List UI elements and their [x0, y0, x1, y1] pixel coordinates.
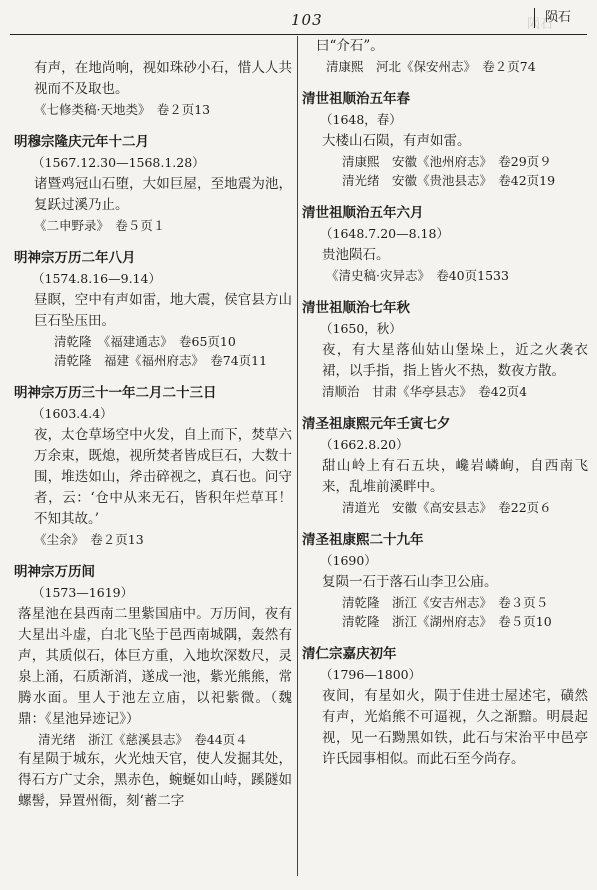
entry-text: 复陨一石于落石山李卫公庙。 [322, 574, 498, 590]
entry-title: 明神宗万历二年八月 [14, 250, 136, 266]
entry-text: 有星陨于城东，火光烛天官，使人发掘其处，得石方广丈余，黑赤色，蜿蜒如山峙，蹊隧如螺髻，异置州衙，刻‘蓄二字 [18, 751, 292, 809]
entry-text: 夜，有大星落仙姑山堡垛上，近之火袭衣裙，以手指，指上皆火不热，数夜方散。 [322, 342, 588, 379]
source-citation: 《尘余》 卷２页13 [34, 532, 144, 547]
page-header [10, 6, 587, 35]
entry-text: 夜间，有星如火，陨于佳进士屋述宅，磺然有声，光焰熊不可逼视，久之渐黯。明晨起视，见一石黝黑如铁，此石与宋治平中邑亭许氏园事相似。而此石至今尚存。 [322, 688, 588, 767]
entry-text: 夜，太仓草场空中火发，自上而下，焚草六万余束，既熄，视所焚者皆成巨石，大数十围，堆迭如山，斧击碎视之，真石也。问守者，云：‘仓中从来无石，皆积年烂草耳！不知其故。’ [34, 427, 292, 527]
running-header-ghost: 陨石 [526, 17, 553, 32]
entry-date: （1574.8.16—9.14） [32, 271, 161, 286]
entry-title: 明穆宗隆庆元年十二月 [14, 134, 149, 150]
source-citation: 清道光 安徽《高安县志》 卷22页６ [342, 500, 552, 515]
column-divider [297, 36, 298, 876]
entry-date: （1796—1800） [320, 667, 422, 682]
section-label: 陨石 [534, 8, 581, 28]
source-citation: 《二申野录》 卷５页１ [34, 218, 166, 233]
entry-text: 落星池在县西南二里紫国庙中。万历间，夜有大星出斗虚，白北飞坠于邑西南城隅，轰然有声，其质似石，体巨方重，入地坎深数尺，灵泉上涌，石质渐消，遂成一池，紫光熊熊，常腾水面。里人于池左立庙，以祀紫微。（魏鼎：《星池异迹记》） [18, 606, 292, 727]
entry-title: 明神宗万历间 [14, 564, 95, 580]
entry-title: 清世祖顺治五年春 [302, 91, 410, 107]
page-number: 103 [291, 11, 323, 29]
entry-title: 清世祖顺治七年秋 [302, 300, 410, 316]
right-column [302, 36, 588, 770]
source-citation: 清乾隆 浙江《湖州府志》 卷５页10 [342, 614, 552, 629]
entry-title: 清圣祖康熙二十九年 [302, 532, 424, 548]
source-citation: 清康熙 安徽《池州府志》 卷29页９ [342, 154, 552, 169]
source-citation: 清乾隆 浙江《安吉州志》 卷３页５ [342, 595, 549, 610]
source-citation: 清乾隆 《福建通志》 卷65页10 [54, 334, 236, 349]
entry-title: 明神宗万历三十一年二月二十三日 [14, 385, 217, 401]
source-citation: 清乾隆 福建《福州府志》 卷74页11 [54, 353, 268, 368]
entry-text: 大楼山石陨，有声如雷。 [322, 133, 471, 149]
entry-title: 清仁宗嘉庆初年 [302, 646, 397, 662]
entry-date: （1690） [320, 553, 377, 568]
left-column [14, 36, 292, 812]
entry-title: 清世祖顺治五年六月 [302, 205, 424, 221]
entry-date: （1648.7.20—8.18） [320, 226, 449, 241]
source-citation: 清顺治 甘肃《华亭县志》 卷42页4 [322, 384, 528, 399]
source-citation: 《七修类稿·天地类》 卷２页13 [34, 102, 211, 117]
entry-date: （1648，春） [320, 112, 402, 127]
entry-date: （1603.4.4） [32, 406, 113, 421]
entry-date: （1567.12.30—1568.1.28） [32, 155, 205, 170]
continued-text: 有声，在地尚响，视如珠砂小石，惜人人共视而不及取也。 [34, 60, 292, 97]
continued-text: 曰“介石”。 [316, 38, 384, 54]
entry-date: （1662.8.20） [320, 437, 409, 452]
source-citation: 清康熙 河北《保安州志》 卷２页74 [326, 59, 536, 74]
source-citation: 清光绪 浙江《慈溪县志》 卷44页４ [38, 732, 248, 747]
entry-date: （1573—1619） [32, 585, 134, 600]
source-citation: 《清史稿·灾异志》 卷40页1533 [326, 268, 509, 283]
entry-date: （1650，秋） [320, 321, 402, 336]
entry-text: 贵池陨石。 [322, 247, 390, 263]
entry-text: 昼瞑，空中有声如雷，地大震，侯官县方山巨石坠压田。 [34, 292, 292, 329]
source-citation: 清光绪 安徽《贵池县志》 卷42页19 [342, 173, 556, 188]
entry-text: 诸暨鸡冠山石堕，大如巨屋，至地震为池，复跃过溪乃止。 [34, 176, 292, 213]
entry-text: 甜山岭上有石五块，巉岩嶙峋，自西南飞来，乱堆前溪畔中。 [322, 458, 588, 495]
entry-title: 清圣祖康熙元年壬寅七夕 [302, 416, 451, 432]
